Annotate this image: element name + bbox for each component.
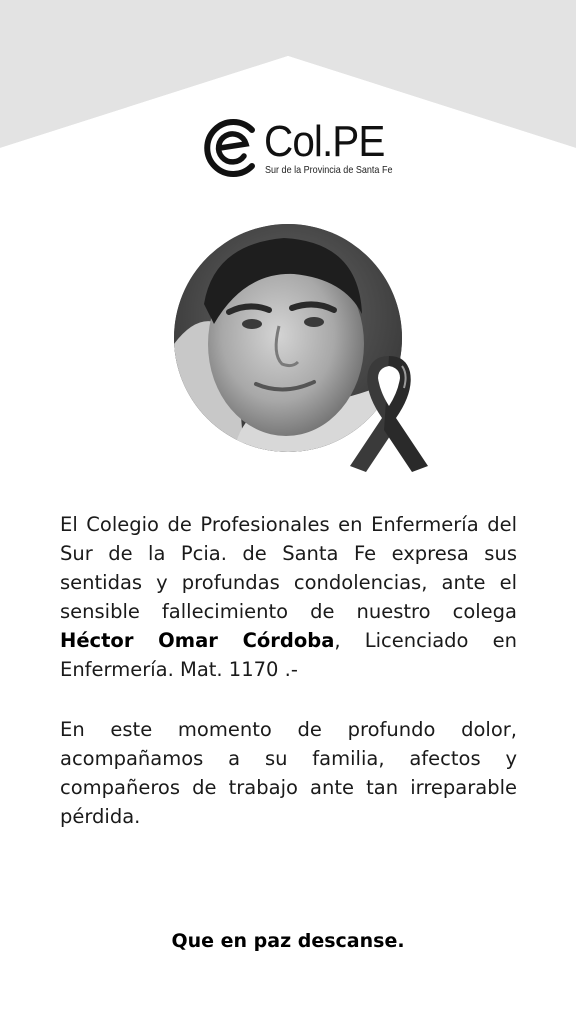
- deceased-name: Héctor Omar Córdoba: [60, 629, 335, 652]
- colpe-logo: [200, 116, 393, 180]
- memorial-portrait-group: [174, 224, 402, 452]
- closing-phrase: Que en paz descanse.: [171, 930, 405, 952]
- condolence-tail: , Licenciado en Enfermería. Mat. 1170 .-: [60, 629, 517, 681]
- colpe-e-icon: [200, 116, 260, 180]
- mourning-ribbon-icon: [342, 348, 436, 476]
- logo-subtitle: Sur de la Provincia de Santa Fe: [265, 164, 393, 176]
- support-paragraph: En este momento de profundo dolor, acompañamos a su familia, afectos y compañeros de trabajo ante tan irreparable pérdida.: [60, 718, 517, 828]
- condolence-paragraph: [60, 510, 517, 684]
- logo-name: Col.PE: [264, 117, 385, 166]
- condolence-intro: El Colegio de Profesionales en Enfermería del Sur de la Pcia. de Santa Fe expresa sus sentidas y profundas condolencias, ante el sensible fallecimiento de nuestro colega: [60, 513, 517, 623]
